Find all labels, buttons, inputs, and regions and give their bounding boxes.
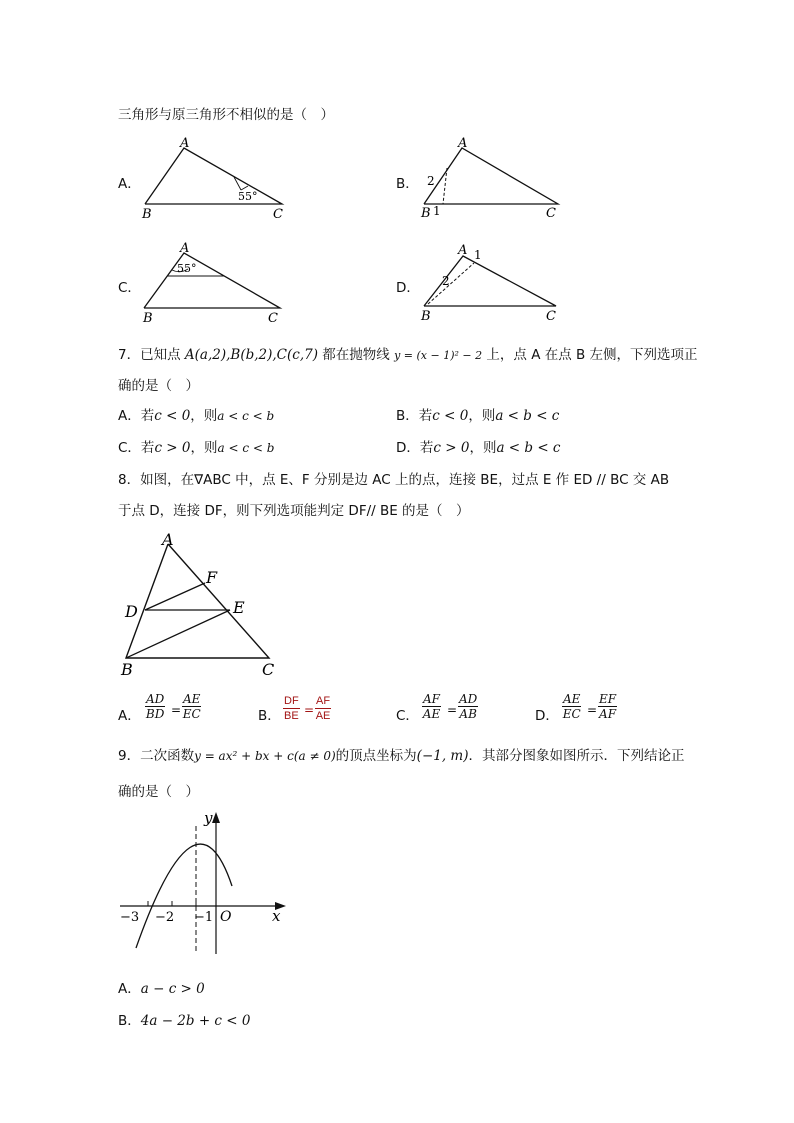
q9-tick-m3: −3 [120,910,140,925]
q6-figure-b [418,138,568,220]
q6b-mark-1: 1 [433,204,441,218]
q8-option-b-frac1: $\frac{DF}{BE}$ [283,695,299,722]
q6a-vertex-b: B [142,207,152,222]
q6d-vertex-a: A [458,243,468,258]
q8-option-c-frac2: $\frac{AD}{AB}$ [459,692,478,721]
q7-option-c: C．若c > 0，则a < c < b [118,440,275,456]
q8-label-c: C [262,660,275,679]
q9-stem-line1: 9．二次函数y = ax² + bx + c(a ≠ 0)的顶点坐标为(−1, m)．其部分图象如图所示．下列结论正 [118,748,685,764]
q8-label-a: A [162,530,174,549]
q6-option-a-label: A． [118,176,141,192]
q7-option-b: B．若c < 0，则a < b < c [396,408,560,424]
q9-option-a: A．a − c > 0 [118,981,205,997]
q8-figure [118,528,288,680]
q6b-vertex-a: A [458,136,468,151]
q7-points: A(a,2),B(b,2),C(c,7) [184,347,318,363]
q8-stem-line1: 8．如图，在∇ABC 中，点 E、F 分别是边 AC 上的点，连接 BE，过点 E 作 ED // BC 交 AB [118,472,670,488]
q8-label-f: F [206,568,218,587]
q6-option-b-label: B． [396,176,419,192]
q6b-mark-2: 2 [427,174,435,188]
q7-stem-mid: 都在抛物线 [317,347,395,363]
q8-stem-line2: 于点 D，连接 DF，则下列选项能判定 DF// BE 的是（ ） [118,503,470,519]
q6c-vertex-c: C [268,311,278,326]
q9-axis-x-label: x [272,907,281,925]
q6a-angle-label: 55° [238,190,258,203]
q9-graph [118,808,293,958]
q8-option-d-label: D． [535,708,559,724]
q9-tick-m2: −2 [155,910,175,925]
q8-option-c-label: C． [396,708,419,724]
q8-option-a-frac1: $\frac{AD}{BD}$ [145,692,165,721]
q6-option-c-label: C． [118,280,141,296]
q6d-vertex-c: C [546,309,556,324]
q9-tick-m1: −1 [194,910,214,925]
q7-stem-pre: 7．已知点 [118,347,185,363]
q6c-vertex-a: A [180,241,190,256]
q7-stem-post: 上，点 A 在点 B 左侧，下列选项正 [482,347,698,363]
q6d-mark-1: 1 [474,248,482,262]
q8-option-d-frac1: $\frac{AE}{EC}$ [562,692,581,721]
q8-option-b-label: B． [258,708,281,724]
q7-stem-line2: 确的是（ ） [118,378,199,394]
q7-parabola: y = (x − 1)² − 2 [394,349,483,362]
q6-figure-d [418,240,568,326]
q8-option-b-frac2: $\frac{AF}{AE}$ [315,695,331,722]
q6c-vertex-b: B [143,311,153,326]
q9-option-b: B．4a − 2b + c < 0 [118,1013,251,1029]
q8-label-b: B [121,660,133,679]
q8-label-d: D [125,602,138,621]
q9-stem-line2: 确的是（ ） [118,784,199,800]
q6c-angle-label: 55° [177,262,197,275]
q6-figure-c [140,240,290,326]
q6d-mark-2: 2 [442,274,450,288]
q9-origin-label: O [220,909,232,925]
q8-label-e: E [233,598,245,617]
q8-option-a-frac2: $\frac{AE}{EC}$ [182,692,201,721]
q7-option-a: A．若c < 0，则a < c < b [118,408,275,424]
q8-option-a-label: A． [118,708,141,724]
q6d-vertex-b: B [421,309,431,324]
q9-axis-y-label: y [204,809,213,827]
q7-option-d: D．若c > 0，则a < b < c [396,440,561,456]
q6b-vertex-b: B [421,206,431,221]
q8-option-d-frac2: $\frac{EF}{AF}$ [599,692,617,721]
q6b-vertex-c: C [546,206,556,221]
q7-stem-line1 [118,343,698,363]
q6a-vertex-c: C [273,207,283,222]
q6-figure-a [140,138,290,220]
q6-stem: 三角形与原三角形不相似的是（ ） [118,107,334,123]
q6a-vertex-a: A [180,136,190,151]
q6-option-d-label: D． [396,280,420,296]
q8-option-c-frac1: $\frac{AF}{AE}$ [422,692,441,721]
